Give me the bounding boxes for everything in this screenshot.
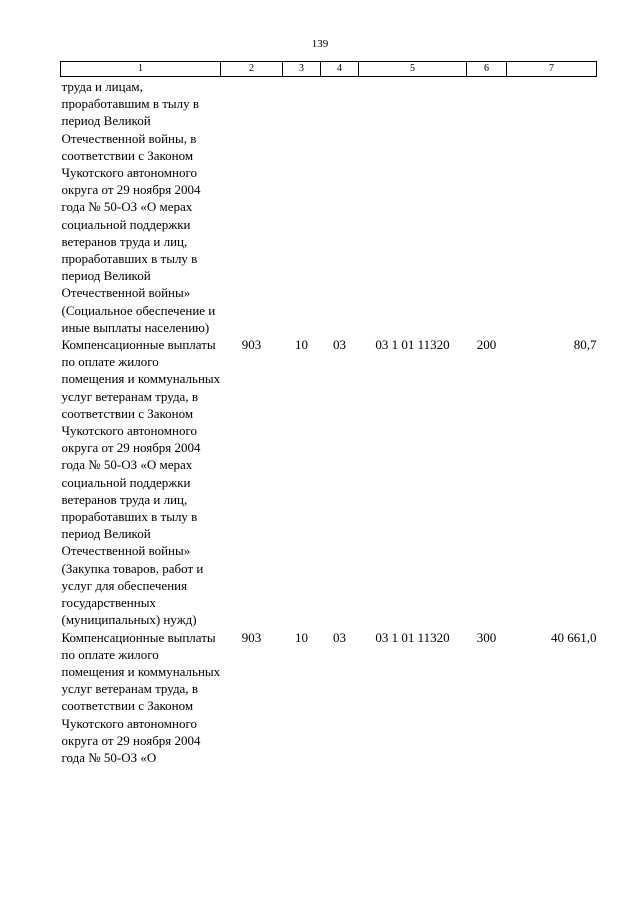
table-row [61, 77, 597, 337]
header-cell-6: 6 [467, 62, 507, 77]
row-code-expense-type [467, 77, 507, 337]
row-code-section [283, 77, 321, 337]
row-code-expense-type: 200 [476, 337, 497, 353]
header-cell-7: 7 [507, 62, 597, 77]
header-cell-4: 4 [321, 62, 359, 77]
header-cell-1: 1 [61, 62, 221, 77]
row-code-section: 10 [295, 629, 308, 645]
row-description: Компенсационные выплаты по оплате жилого помещения и коммунальных услуг ветеранам труда, в соответствии с Законом Чукотского автономного округа от 29 ноября 2004 года № 50-ОЗ «О мерах социальной поддержки ветеранов труда и лиц, проработавших в тылу в период Великой Отечественной войны» (Закупка товаров, работ и услуг для обеспечения государственных (муниципальных) нужд) [61, 337, 221, 628]
page-number: 139 [311, 38, 329, 50]
row-description: Компенсационные выплаты по оплате жилого помещения и коммунальных услуг ветеранам труда, в соответствии с Законом Чукотского автономного округа от 29 ноября 2004 года № 50-ОЗ «О [61, 629, 221, 765]
row-code-subsection [321, 77, 359, 337]
row-code-target: 03 1 01 11320 [375, 337, 450, 353]
row-code-admin: 903 [241, 629, 262, 645]
header-cell-2: 2 [221, 62, 283, 77]
row-code-subsection: 03 [333, 337, 346, 353]
row-code-target: 03 1 01 11320 [375, 629, 450, 645]
row-code-admin: 903 [241, 337, 262, 353]
header-cell-5: 5 [359, 62, 467, 77]
row-description: труда и лицам, проработавшим в тылу в период Великой Отечественной войны, в соответствии с Законом Чукотского автономного округа от 29 ноября 2004 года № 50-ОЗ «О мерах социальной поддержки ветеранов труда и лиц, проработавших в тылу в период Великой Отечественной войны» (Социальное обеспечение и иные выплаты населению) [61, 79, 216, 335]
row-amount: 40 661,0 [551, 629, 597, 645]
table-row [61, 629, 597, 767]
header-row [61, 62, 597, 77]
row-code-expense-type: 300 [476, 629, 497, 645]
row-amount [507, 77, 597, 337]
row-amount: 80,7 [573, 337, 597, 353]
header-cell-3: 3 [283, 62, 321, 77]
budget-table [60, 61, 597, 766]
row-code-section: 10 [295, 337, 308, 353]
table-row [61, 336, 597, 628]
row-code-subsection: 03 [333, 629, 346, 645]
row-code-target [359, 77, 467, 337]
row-code-admin [221, 77, 283, 337]
